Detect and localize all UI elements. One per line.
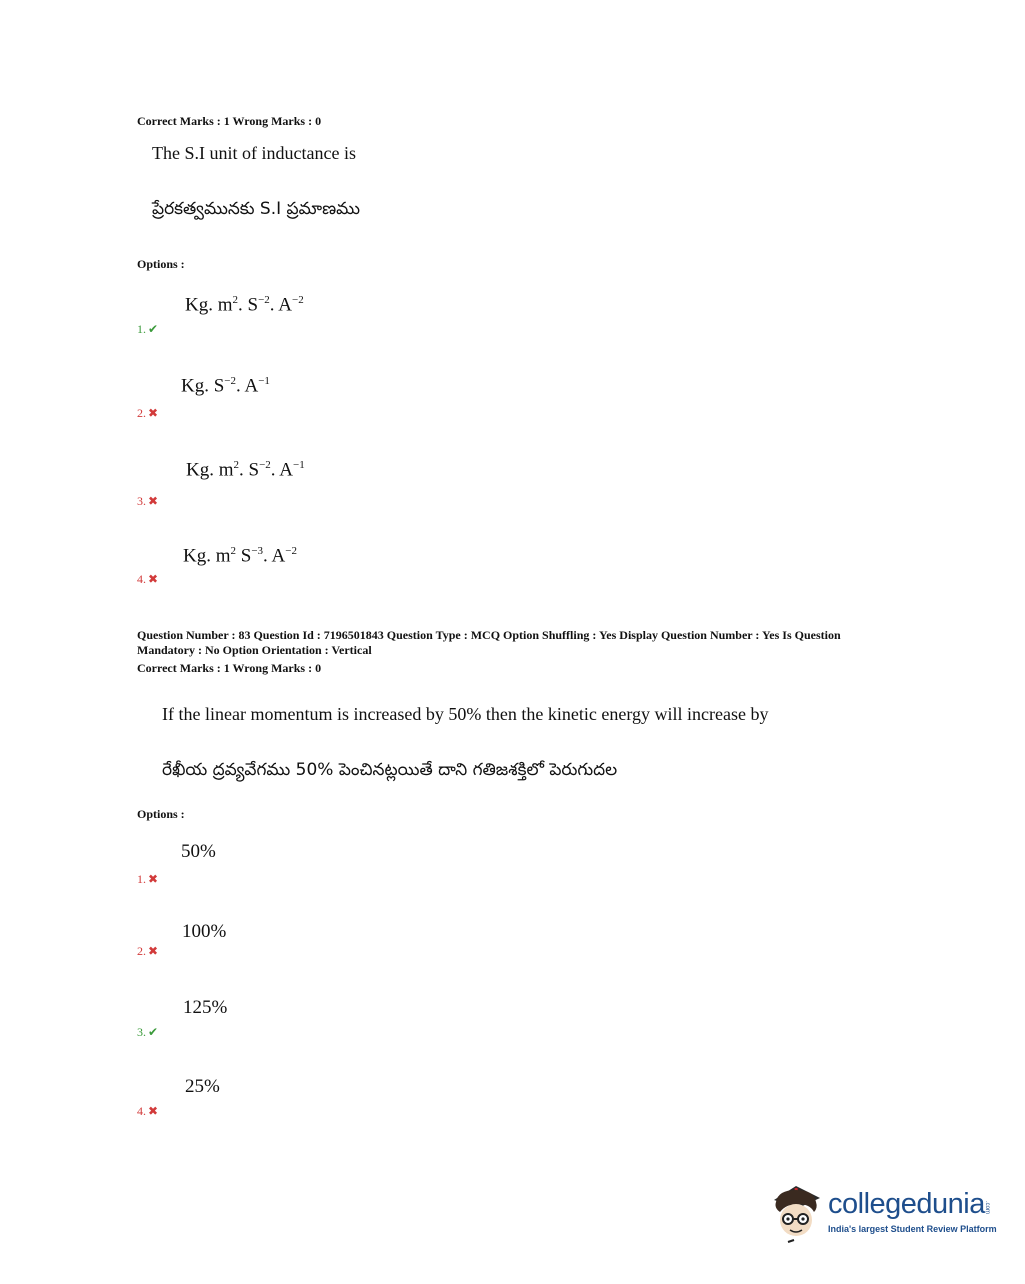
check-icon: ✔: [148, 322, 159, 336]
check-icon: ✔: [148, 1025, 159, 1039]
collegedunia-logo: [768, 1178, 997, 1250]
logo-suffix: .com: [984, 1201, 990, 1215]
q2-marks: Correct Marks : 1 Wrong Marks : 0: [137, 661, 322, 675]
cross-icon: ✖: [148, 1104, 159, 1118]
q1-option-3-text: Kg. $m^2$. $S^{-2}$. $A^{-1}$: [186, 459, 305, 481]
q2-option-2-marker: 2. ✖: [137, 944, 159, 958]
cross-icon: ✖: [148, 572, 159, 586]
q2-option-4-text: 25%: [185, 1076, 220, 1097]
q1-option-1-text: Kg. $m^2$. $S^{-2}$. $A^{-2}$: [185, 294, 304, 316]
q2-option-3-marker: 3. ✔: [137, 1025, 159, 1039]
q2-options-label: Options :: [137, 807, 185, 821]
mascot-icon: [768, 1178, 826, 1246]
q2-option-1-text: 50%: [181, 841, 216, 862]
q1-text-english: The S.I unit of inductance is: [152, 143, 356, 163]
q1-option-3-marker: 3. ✖: [137, 494, 159, 508]
q1-options-label: Options :: [137, 257, 185, 271]
q2-header-line1: Question Number : 83 Question Id : 7196501843 Question Type : MCQ Option Shuffling : Yes Display Question Number : Yes Is Question: [137, 628, 841, 642]
q1-option-1-marker: 1. ✔: [137, 322, 159, 336]
cross-icon: ✖: [148, 494, 159, 508]
q2-text-telugu: రేఖీయ ద్రవ్యవేగము 50% పెంచినట్లయితే దాని గతిజశక్తిలో పెరుగుదల: [162, 760, 618, 780]
q1-option-2-text: Kg. $S^{-2}$. $A^{-1}$: [181, 375, 270, 397]
q1-option-4-text: Kg. $m^2$ $S^{-3}$. $A^{-2}$: [183, 545, 297, 567]
q1-option-4-marker: 4. ✖: [137, 572, 159, 586]
cross-icon: ✖: [148, 872, 159, 886]
logo-tagline: India's largest Student Review Platform: [828, 1224, 997, 1234]
q1-option-2-marker: 2. ✖: [137, 406, 159, 420]
q2-option-3-text: 125%: [183, 997, 228, 1018]
cross-icon: ✖: [148, 944, 159, 958]
q2-option-4-marker: 4. ✖: [137, 1104, 159, 1118]
q2-text-english: If the linear momentum is increased by 50% then the kinetic energy will increase by: [162, 704, 769, 724]
q2-header-line2: Mandatory : No Option Orientation : Vertical: [137, 643, 372, 657]
cross-icon: ✖: [148, 406, 159, 420]
logo-wordmark: collegedunia: [828, 1188, 985, 1220]
q2-option-1-marker: 1. ✖: [137, 872, 159, 886]
q1-marks: Correct Marks : 1 Wrong Marks : 0: [137, 114, 322, 128]
q1-text-telugu: ప్రేరకత్వమునకు S.I ప్రమాణము: [152, 199, 360, 219]
q2-option-2-text: 100%: [182, 921, 227, 942]
